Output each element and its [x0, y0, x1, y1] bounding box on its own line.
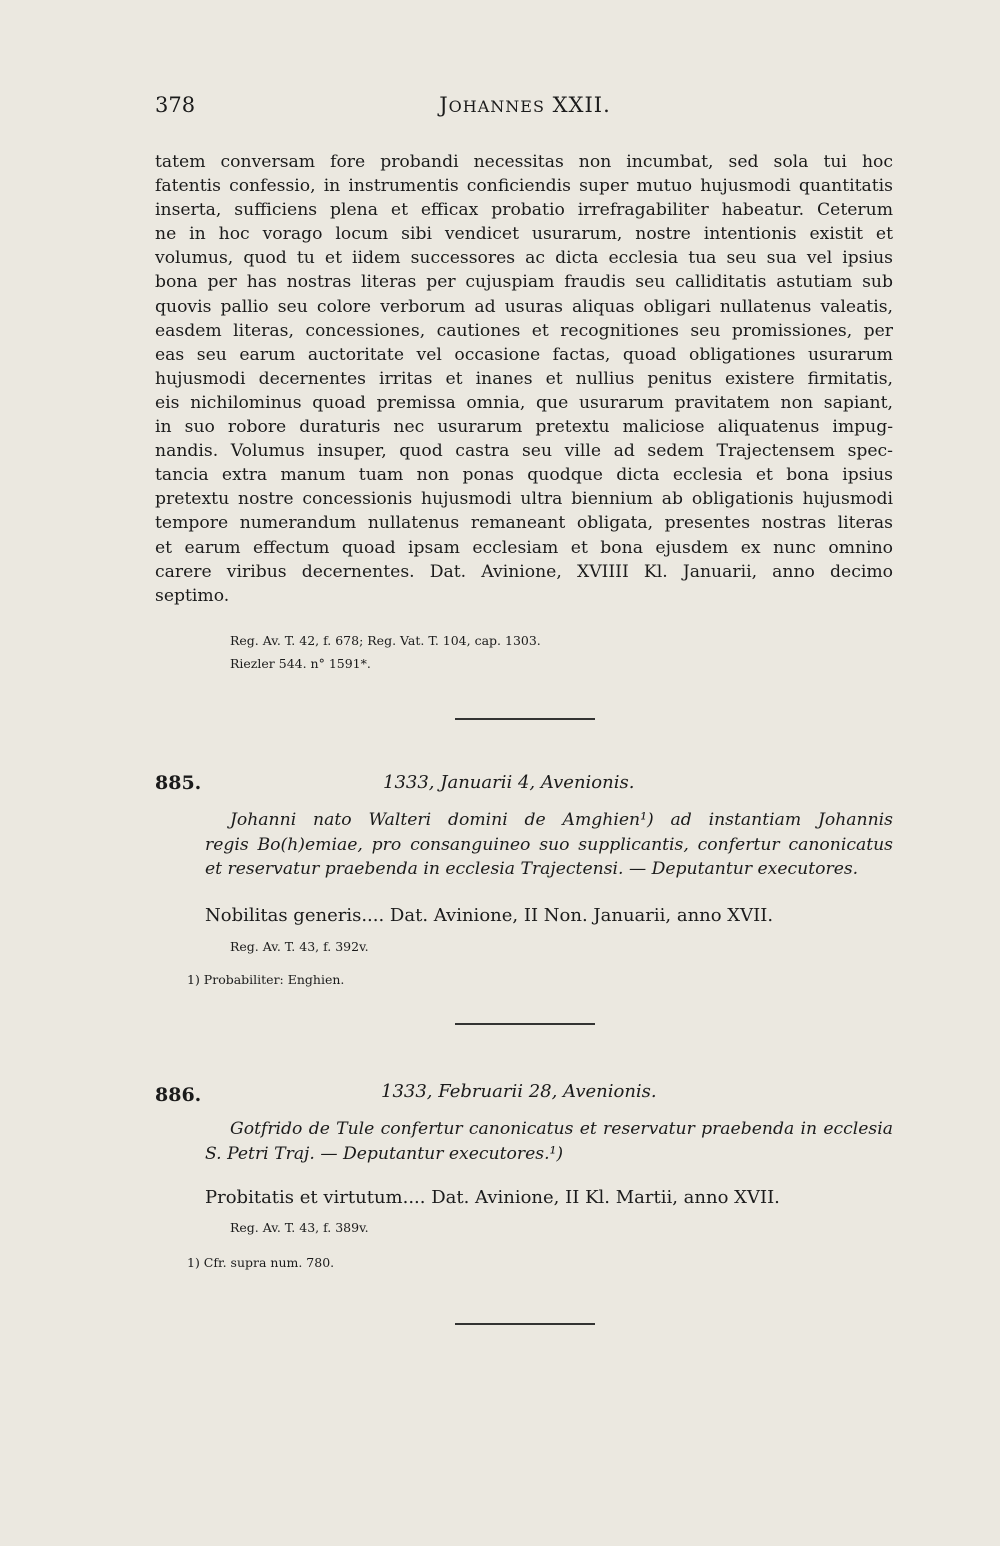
- running-title-rest: OHANNES: [448, 97, 545, 116]
- footnote: 1) Cfr. supra num. 780.: [187, 1255, 335, 1270]
- text-line: et earum effectum quoad ipsam ecclesiam et bona ejusdem ex nunc omnino: [155, 537, 893, 558]
- entry-summary: [205, 1117, 893, 1166]
- page-header: [155, 93, 895, 123]
- text-line: quovis pallio seu colore verborum ad usuras aliquas obligari nullatenus valeatis,: [155, 296, 893, 317]
- page-number: 378: [155, 93, 196, 117]
- entry-number: 885.: [155, 772, 202, 794]
- text-line: tatem conversam fore probandi necessitas non incumbat, sed sola tui hoc: [155, 152, 893, 172]
- text-line: volumus, quod tu et iidem successores ac dicta ecclesia tua seu sua vel ipsius: [155, 248, 893, 269]
- entry-date: 1333, Januarii 4, Avenionis.: [383, 772, 635, 793]
- text-line: eas seu earum auctoritate vel occasione factas, quoad obligationes usurarum: [155, 344, 893, 365]
- text-line: nandis. Volumus insuper, quod castra seu ville ad sedem Trajectensem spec-: [155, 441, 893, 462]
- text-line: carere viribus decernentes. Dat. Avinione, XVIIII Kl. Januarii, anno decimo: [155, 561, 893, 582]
- text-line: ne in hoc vorago locum sibi vendicet usurarum, nostre intentionis existit et: [155, 224, 893, 245]
- source-citation: Reg. Av. T. 43, f. 389v.: [230, 1220, 369, 1235]
- entry-date: 1333, Februarii 28, Avenionis.: [381, 1081, 657, 1102]
- section-divider: [455, 718, 595, 720]
- section-divider: [455, 1023, 595, 1025]
- text-line: septimo.: [155, 585, 230, 606]
- section-divider: [455, 1323, 595, 1325]
- entry-incipit: Nobilitas generis.... Dat. Avinione, II Non. Januarii, anno XVII.: [205, 905, 774, 926]
- summary-line: S. Petri Traj. — Deputantur executores.¹): [205, 1143, 564, 1164]
- running-title: [155, 93, 895, 117]
- source-citation: Riezler 544. n° 1591*.: [230, 656, 371, 671]
- text-line: in suo robore duraturis nec usurarum pretextu maliciose aliquatenus impug-: [155, 417, 893, 438]
- entry-summary: [205, 808, 893, 882]
- text-line: eis nichilominus quoad premissa omnia, que usurarum pravitatem non sapiant,: [155, 392, 893, 413]
- summary-line: regis Bo(h)emiae, pro consanguineo suo supplicantis, confertur canonicatus: [205, 834, 893, 855]
- running-title-numeral: XXII.: [552, 93, 611, 117]
- text-line: hujusmodi decernentes irritas et inanes et nullius penitus existere firmitatis,: [155, 368, 893, 389]
- main-text-block: [155, 150, 893, 608]
- source-citation: Reg. Av. T. 42, f. 678; Reg. Vat. T. 104, cap. 1303.: [230, 633, 541, 648]
- text-line: easdem literas, concessiones, cautiones et recognitiones seu promissiones, per: [155, 320, 893, 341]
- running-title-initial: J: [439, 93, 449, 117]
- footnote: 1) Probabiliter: Enghien.: [187, 972, 345, 987]
- text-line: pretextu nostre concessionis hujusmodi ultra biennium ab obligationis hujusmodi: [155, 489, 893, 510]
- text-line: bona per has nostras literas per cujuspiam fraudis seu calliditatis astutiam sub: [155, 272, 893, 293]
- entry-number: 886.: [155, 1084, 202, 1106]
- text-line: fatentis confessio, in instrumentis conficiendis super mutuo hujusmodi quantitatis: [155, 176, 893, 197]
- source-citation: Reg. Av. T. 43, f. 392v.: [230, 939, 369, 954]
- text-line: tempore numerandum nullatenus remaneant obligata, presentes nostras literas: [155, 513, 893, 534]
- entry-incipit: Probitatis et virtutum.... Dat. Avinione, II Kl. Martii, anno XVII.: [205, 1187, 780, 1208]
- text-line: tancia extra manum tuam non ponas quodque dicta ecclesia et bona ipsius: [155, 465, 893, 486]
- summary-line: Gotfrido de Tule confertur canonicatus et reservatur praebenda in ecclesia: [230, 1119, 893, 1139]
- summary-line: Johanni nato Walteri domini de Amghien¹) ad instantiam Johannis: [230, 810, 893, 830]
- text-line: inserta, sufficiens plena et efficax probatio irrefragabiliter habeatur. Ceterum: [155, 200, 893, 221]
- summary-line: et reservatur praebenda in ecclesia Trajectensi. — Deputantur executores.: [205, 859, 859, 879]
